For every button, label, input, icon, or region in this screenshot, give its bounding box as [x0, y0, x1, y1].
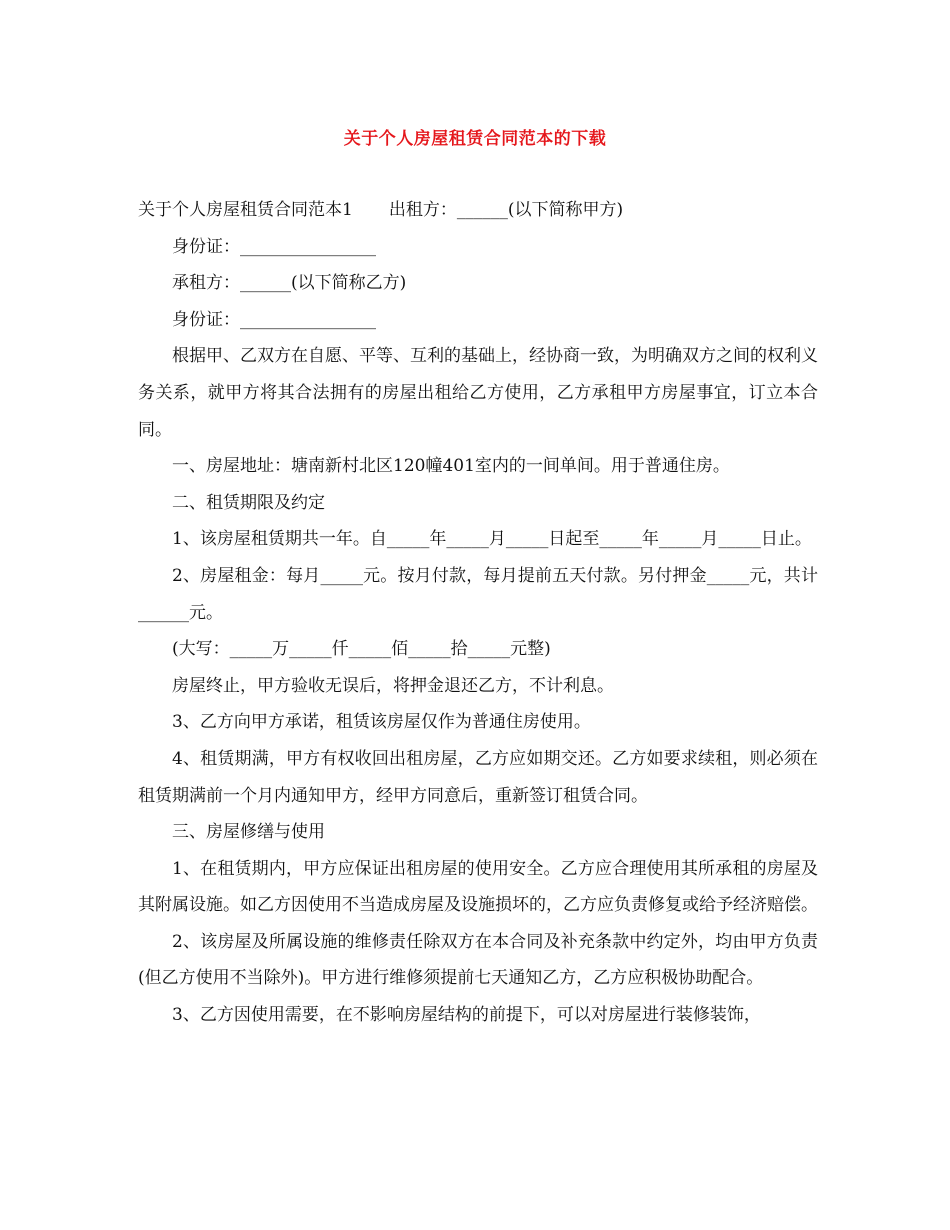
clause-repair-2: 2、该房屋及所属设施的维修责任除双方在本合同及补充条款中约定外，均由甲方负责(但乙方使用不当除外)。甲方进行维修须提前七天通知乙方，乙方应积极协助配合。 — [138, 931, 818, 989]
clause-repair-3: 3、乙方因使用需要，在不影响房屋结构的前提下，可以对房屋进行装修装饰， — [172, 1005, 761, 1026]
clause-usage-promise: 3、乙方向甲方承诺，租赁该房屋仅作为普通住房使用。 — [172, 712, 591, 733]
contract-heading: 关于个人房屋租赁合同范本1 — [138, 200, 353, 220]
lessee-line: 承租方：______(以下简称乙方) — [172, 273, 407, 294]
preamble-paragraph: 根据甲、乙双方在自愿、平等、互利的基础上，经协商一致，为明确双方之间的权利义务关系，就甲方将其合法拥有的房屋出租给乙方使用，乙方承租甲方房屋事宜，订立本合同。 — [138, 346, 818, 440]
clause-rent: 2、房屋租金：每月_____元。按月付款，每月提前五天付款。另付押金_____元，共计______元。 — [138, 565, 818, 623]
document-title: 关于个人房屋租赁合同范本的下载 — [343, 129, 607, 149]
section-heading-repair: 三、房屋修缮与使用 — [172, 822, 325, 843]
section-heading-term: 二、租赁期限及约定 — [172, 492, 325, 513]
lessor-id-line: 身份证：________________ — [172, 236, 376, 257]
clause-renewal: 4、租赁期满，甲方有权收回出租房屋，乙方应如期交还。乙方如要求续租，则必须在租赁期满前一个月内通知甲方，经甲方同意后，重新签订租赁合同。 — [138, 748, 818, 806]
lessee-id-line: 身份证：________________ — [172, 309, 376, 330]
clause-deposit-return: 房屋终止，甲方验收无误后，将押金退还乙方，不计利息。 — [172, 675, 614, 696]
clause-repair-1: 1、在租赁期内，甲方应保证出租房屋的使用安全。乙方应合理使用其所承租的房屋及其附属设施。如乙方因使用不当造成房屋及设施损坏的，乙方应负责修复或给予经济赔偿。 — [138, 858, 818, 916]
clause-rent-uppercase: (大写：_____万_____仟_____佰_____拾_____元整) — [172, 639, 551, 660]
lessor-line: 出租方：______(以下简称甲方) — [388, 200, 624, 220]
clause-term: 1、该房屋租赁期共一年。自_____年_____月_____日起至_____年_____月_____日止。 — [172, 529, 812, 550]
intro-line — [138, 192, 818, 229]
document-body — [138, 192, 818, 1034]
clause-address: 一、房屋地址：塘南新村北区120幢401室内的一间单间。用于普通住房。 — [172, 456, 730, 477]
